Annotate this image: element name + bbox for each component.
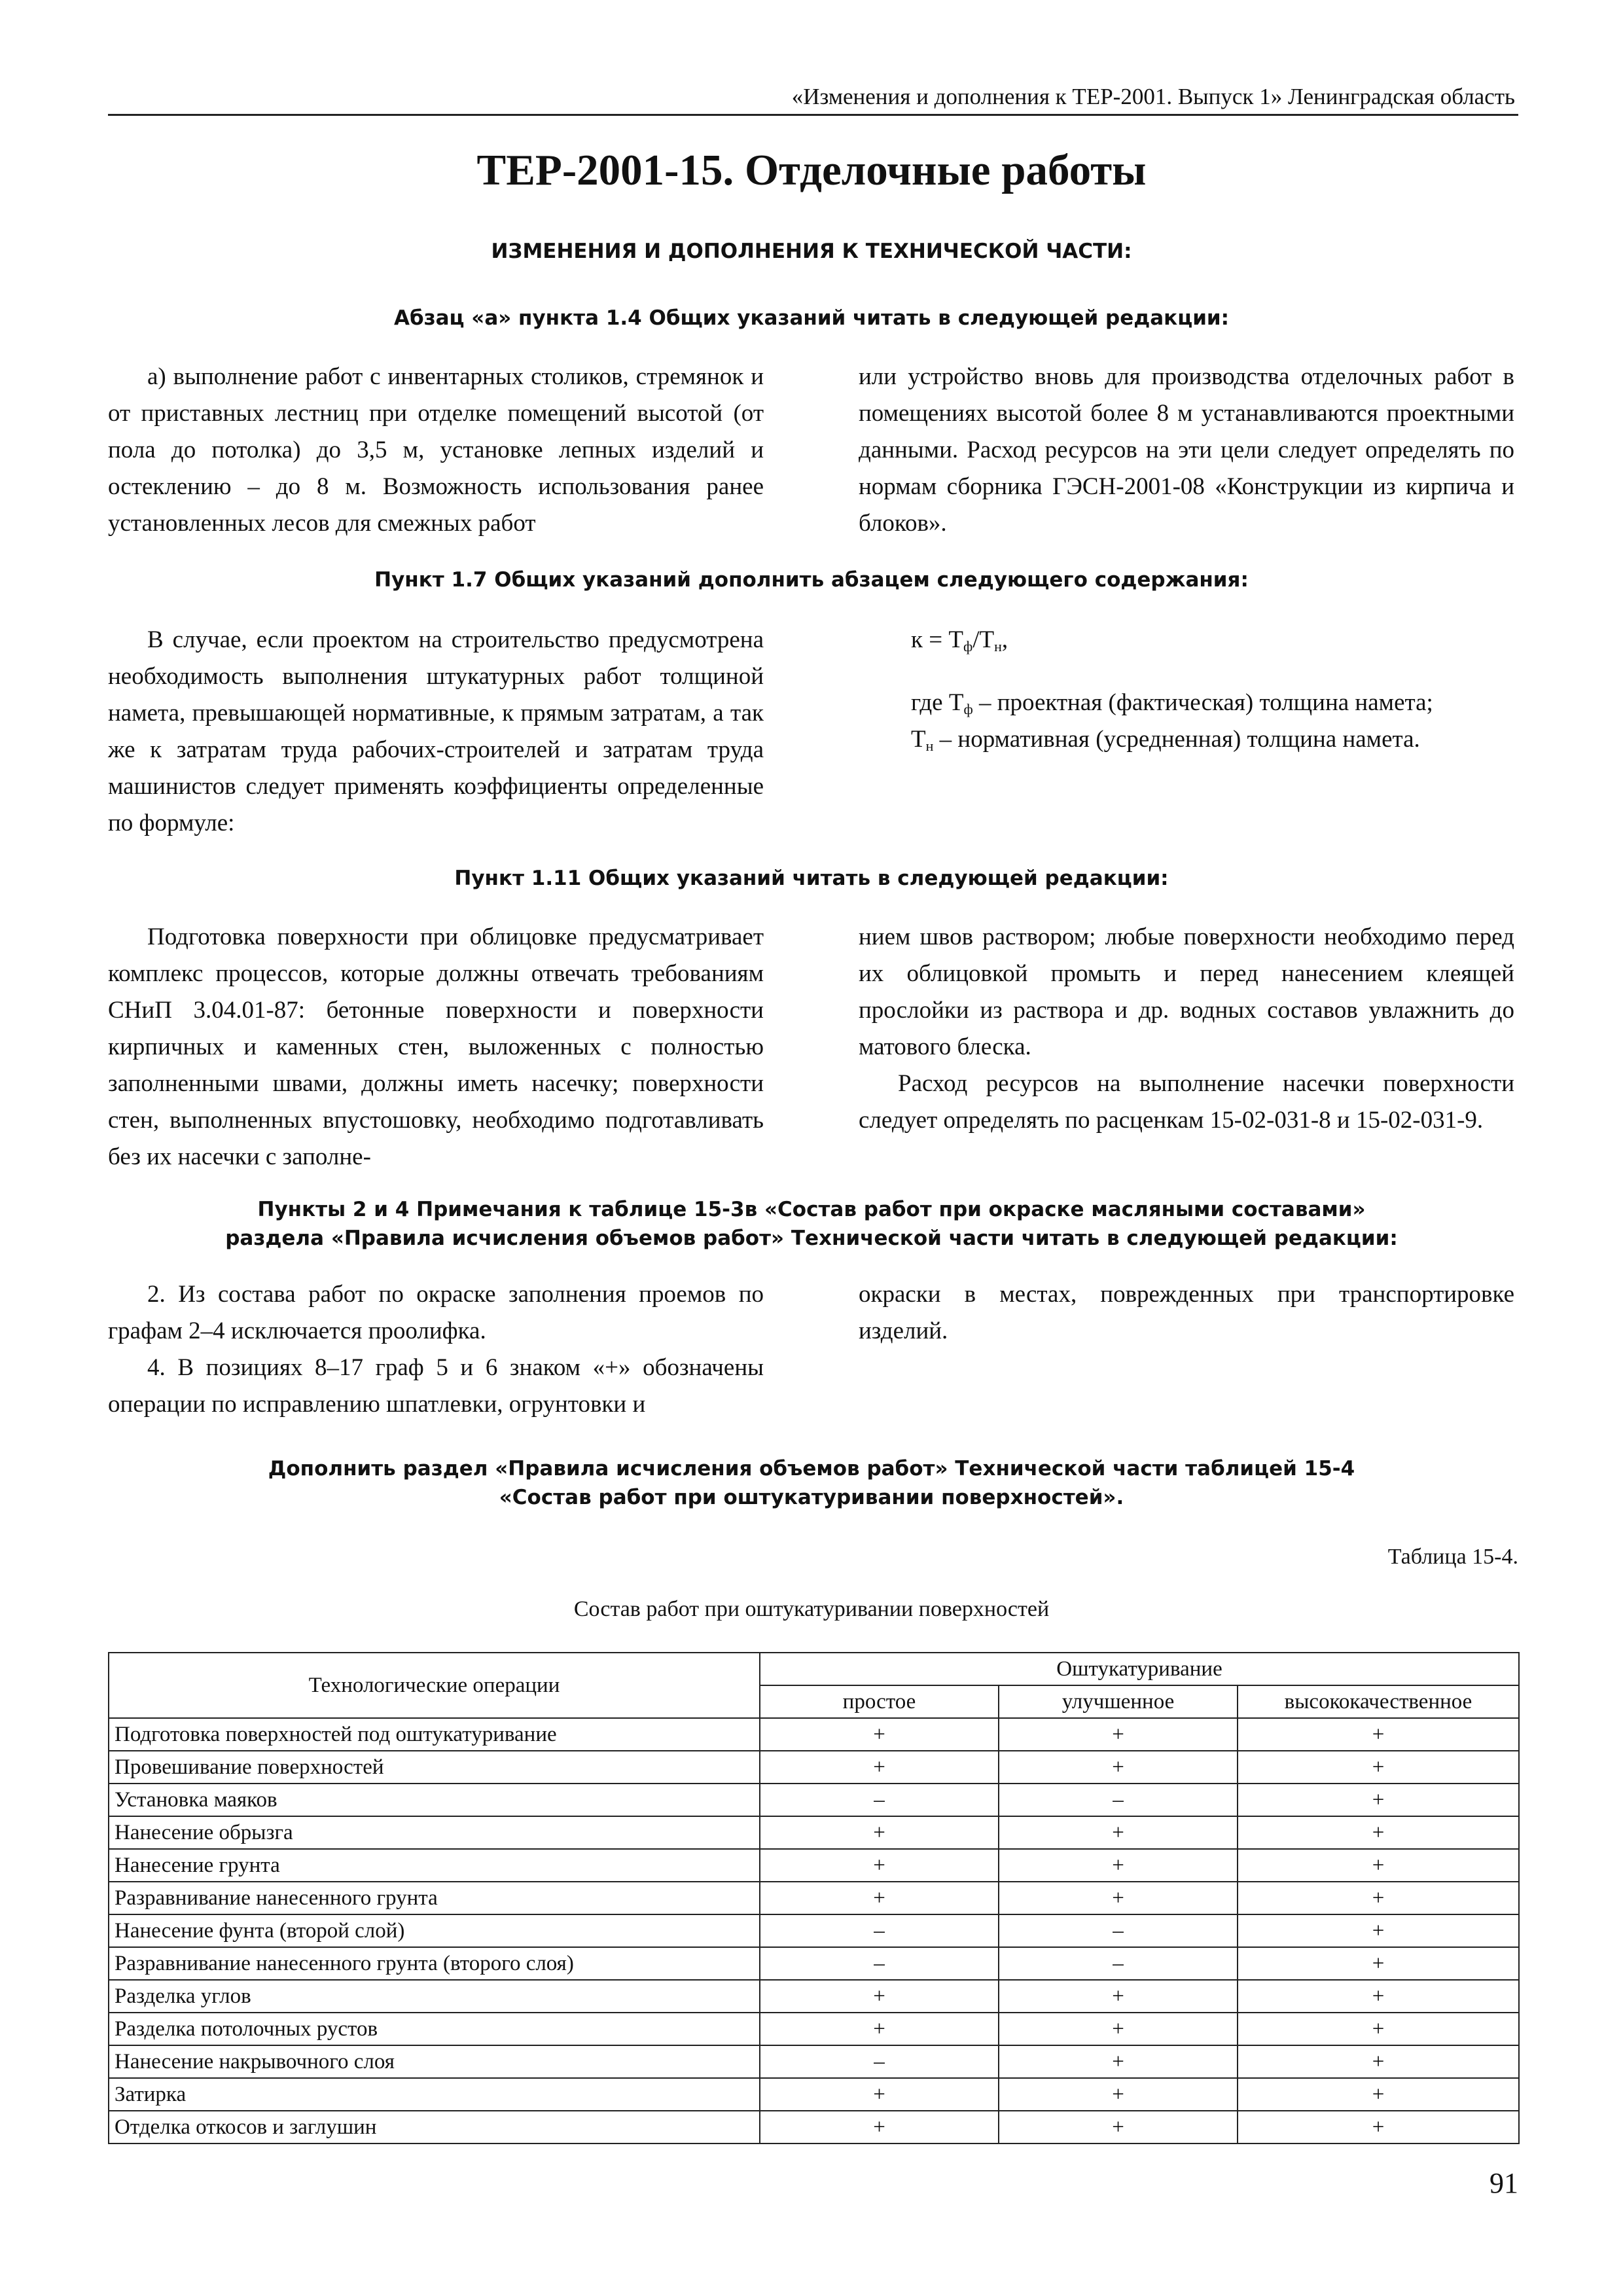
table-row (109, 1849, 1519, 1882)
section-4-left-column (108, 1276, 764, 1423)
operation-cell: Нанесение обрызга (109, 1816, 760, 1849)
mark-cell: + (1238, 1751, 1519, 1784)
mark-cell: – (999, 1914, 1238, 1947)
operation-cell: Отделка откосов и заглушин (109, 2111, 760, 2144)
section-heading-5-line-1: Дополнить раздел «Правила исчисления объемов работ» Технической части таблицей 15-4 (268, 1457, 1355, 1480)
mark-cell: + (760, 1882, 999, 1914)
table-row (109, 1751, 1519, 1784)
section-1-left-column (108, 359, 764, 542)
table-caption: Состав работ при оштукатуривании поверхностей (573, 1597, 1050, 1621)
page-number: 91 (1489, 2167, 1518, 2199)
table-row (109, 1914, 1519, 1947)
mark-cell: – (760, 2045, 999, 2078)
mark-cell: + (760, 1816, 999, 1849)
mark-cell: + (1238, 2013, 1519, 2045)
section-heading-2: Пункт 1.7 Общих указаний дополнить абзацем следующего содержания: (374, 568, 1249, 592)
mark-cell: + (1238, 1784, 1519, 1816)
section-4-right-column (859, 1276, 1514, 1350)
running-header: «Изменения и дополнения к ТЕР-2001. Выпуск 1» Ленинградская область (791, 84, 1515, 109)
mark-cell: + (1238, 1980, 1519, 2013)
operations-table (108, 1652, 1520, 2144)
mark-cell: + (999, 1816, 1238, 1849)
table-row (109, 1882, 1519, 1914)
paragraph: В случае, если проектом на строительство предусмотрена необходимость выполнения штукатурных работ толщиной намета, превышающей нормативные, к прямым затратам, а так же к затратам труда рабочих-строителей и затратам труда машинистов следует применять коэффициенты определенные по формуле: (108, 626, 764, 836)
mark-cell: + (1238, 1718, 1519, 1751)
mark-cell: + (1238, 1947, 1519, 1980)
paragraph: нием швов раствором; любые поверхности необходимо перед их облицовкой промыть и перед нанесением клеящей прослойки из раствора и др. водных составов увлажнить до матового блеска. (859, 924, 1514, 1060)
mark-cell: + (760, 2013, 999, 2045)
table-row (109, 1816, 1519, 1849)
section-2-right-column (859, 622, 1514, 758)
paragraph: Подготовка поверхности при облицовке предусматривает комплекс процессов, которые должны отвечать требованиям СНиП 3.04.01-87: бетонные поверхности и поверхности кирпичных и каменных стен, выложенных с полностью заполненными швами, должны иметь насечку; поверхности стен, выполненных впустошовку, необходимо подготавливать без их насечки с заполне- (108, 924, 764, 1170)
mark-cell: + (760, 2111, 999, 2144)
table-number: Таблица 15-4. (1387, 1545, 1518, 1569)
paragraph: или устройство вновь для производства отделочных работ в помещениях высотой более 8 м устанавливаются проектными данными. Расход ресурсов на эти цели следует определять по нормам сборника ГЭСН-2001-08 «Конструкции из кирпича и блоков». (859, 363, 1514, 537)
paragraph: окраски в местах, поврежденных при транспортировке изделий. (859, 1281, 1514, 1344)
mark-cell: + (760, 1751, 999, 1784)
mark-cell: – (760, 1784, 999, 1816)
mark-cell: + (999, 1980, 1238, 2013)
section-heading-1: Абзац «а» пункта 1.4 Общих указаний читать в следующей редакции: (393, 306, 1230, 330)
table-row (109, 1947, 1519, 1980)
mark-cell: + (1238, 1849, 1519, 1882)
operation-cell: Разравнивание нанесенного грунта (второго слоя) (109, 1947, 760, 1980)
column-header-simple: простое (760, 1685, 999, 1718)
table-row (109, 2111, 1519, 2144)
table-row (109, 2045, 1519, 2078)
mark-cell: + (999, 2078, 1238, 2111)
mark-cell: + (999, 2013, 1238, 2045)
mark-cell: + (760, 2078, 999, 2111)
mark-cell: + (999, 1882, 1238, 1914)
section-1-right-column (859, 359, 1514, 542)
operation-cell: Разравнивание нанесенного грунта (109, 1882, 760, 1914)
formula: $к = Т_ф/Т_н$, (911, 626, 1008, 655)
mark-cell: + (760, 1849, 999, 1882)
paragraph: а) выполнение работ с инвентарных столиков, стремянок и от приставных лестниц при отделке помещений высотой (от пола до потолка) до 3,5 м, установке лепных изделий и остеклению – до 8 м. Возможность использования ранее установленных лесов для смежных работ (108, 363, 764, 537)
mark-cell: + (1238, 2111, 1519, 2144)
mark-cell: + (760, 1718, 999, 1751)
mark-cell: + (999, 2045, 1238, 2078)
column-group-header: Оштукатуривание (760, 1653, 1519, 1685)
operation-cell: Разделка потолочных рустов (109, 2013, 760, 2045)
table-body (109, 1718, 1519, 2144)
operation-cell: Провешивание поверхностей (109, 1751, 760, 1784)
mark-cell: + (999, 1718, 1238, 1751)
mark-cell: + (1238, 2078, 1519, 2111)
section-heading-4-line-1: Пункты 2 и 4 Примечания к таблице 15-3в «Состав работ при окраске масляными составами» (257, 1198, 1366, 1221)
paragraph: Расход ресурсов на выполнение насечки поверхности следует определять по расценкам 15-02-031-8 и 15-02-031-9. (859, 1070, 1514, 1134)
mark-cell: + (999, 1849, 1238, 1882)
operation-cell: Подготовка поверхностей под оштукатуривание (109, 1718, 760, 1751)
table-row (109, 2013, 1519, 2045)
table-row (109, 1784, 1519, 1816)
mark-cell: – (760, 1947, 999, 1980)
operation-cell: Нанесение фунта (второй слой) (109, 1914, 760, 1947)
column-header-operations: Технологические операции (109, 1653, 760, 1718)
mark-cell: + (1238, 1914, 1519, 1947)
section-heading-5-line-2: «Состав работ при оштукатуривании поверхностей». (499, 1486, 1124, 1509)
mark-cell: – (999, 1784, 1238, 1816)
mark-cell: + (1238, 1882, 1519, 1914)
column-header-high-quality: высококачественное (1238, 1685, 1519, 1718)
operation-cell: Нанесение грунта (109, 1849, 760, 1882)
header-rule (108, 114, 1518, 116)
mark-cell: + (1238, 2045, 1519, 2078)
paragraph: 4. В позициях 8–17 граф 5 и 6 знаком «+» обозначены операции по исправлению шпатлевки, огрунтовки и (108, 1354, 764, 1418)
section-subtitle: ИЗМЕНЕНИЯ И ДОПОЛНЕНИЯ К ТЕХНИЧЕСКОЙ ЧАСТИ: (491, 240, 1132, 263)
table-row (109, 1718, 1519, 1751)
mark-cell: + (999, 2111, 1238, 2144)
mark-cell: + (999, 1751, 1238, 1784)
table-row (109, 2078, 1519, 2111)
section-3-left-column (108, 919, 764, 1175)
mark-cell: + (1238, 1816, 1519, 1849)
operation-cell: Установка маяков (109, 1784, 760, 1816)
table-row (109, 1980, 1519, 2013)
mark-cell: – (999, 1947, 1238, 1980)
section-heading-3: Пункт 1.11 Общих указаний читать в следующей редакции: (454, 867, 1169, 890)
paragraph: 2. Из состава работ по окраске заполнения проемов по графам 2–4 исключается проолифка. (108, 1281, 764, 1344)
mark-cell: – (760, 1914, 999, 1947)
section-3-right-column (859, 919, 1514, 1139)
operation-cell: Нанесение накрывочного слоя (109, 2045, 760, 2078)
section-2-left-column (108, 622, 764, 842)
column-header-improved: улучшенное (999, 1685, 1238, 1718)
formula-legend-norm: $Т_н$ – нормативная (усредненная) толщина намета. (911, 726, 1420, 754)
mark-cell: + (760, 1980, 999, 2013)
formula-legend-fact: где $Т_ф$ – проектная (фактическая) толщина намета; (911, 689, 1433, 717)
section-heading-4-line-2: раздела «Правила исчисления объемов работ» Технической части читать в следующей редакции: (225, 1227, 1398, 1250)
operation-cell: Затирка (109, 2078, 760, 2111)
operation-cell: Разделка углов (109, 1980, 760, 2013)
document-title: ТЕР-2001-15. Отделочные работы (476, 146, 1147, 194)
